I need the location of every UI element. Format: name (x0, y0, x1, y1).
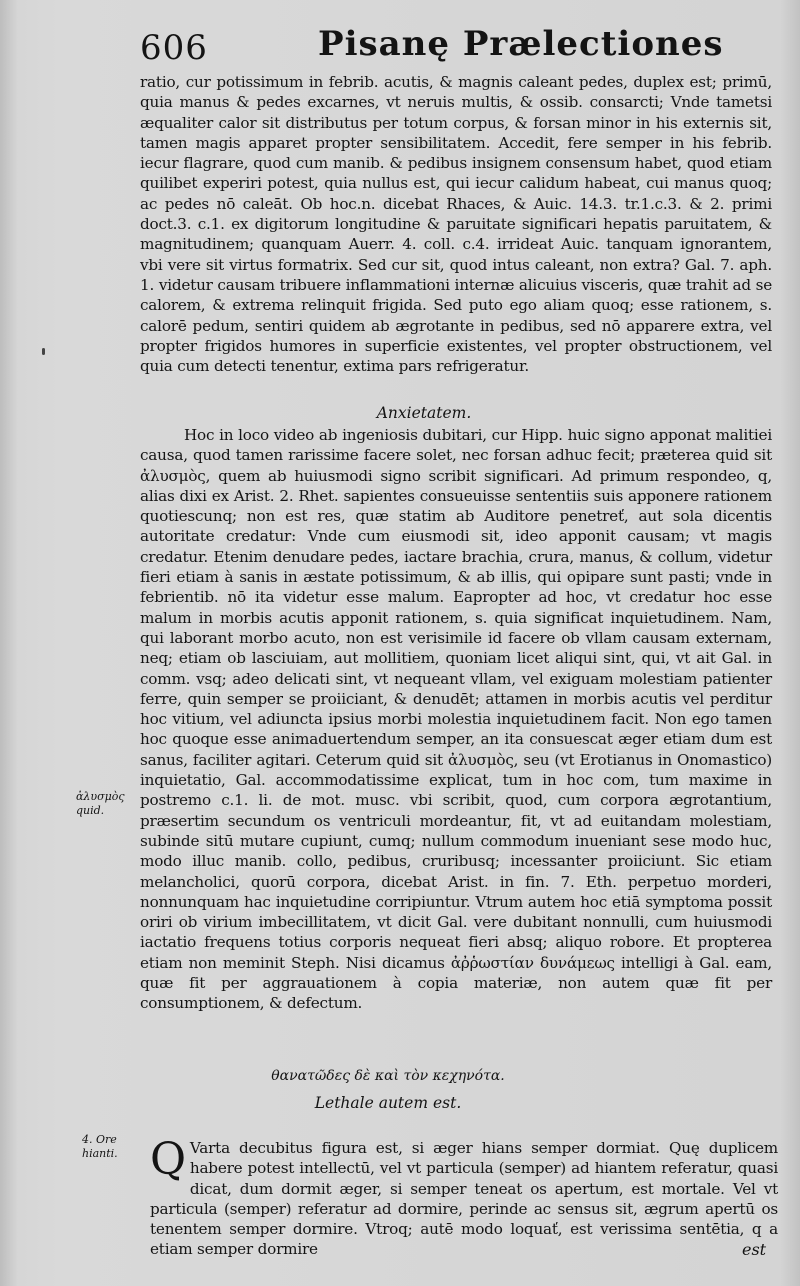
paragraph-3 (150, 1134, 778, 1260)
running-title: Pisanę Prælectiones (318, 24, 724, 64)
drop-initial: Q (150, 1134, 186, 1185)
paragraph-3-text: Varta decubitus figura est, si æger hians semper dormiat. Quę duplicem habere potest intellectū, vel vt particula (semper) ad hiantem referatur, quasi dicat, dum dormit æger, si semper teneat os apertum, est mortale. Vel vt particula (semper) referatur ad dormire, perinde ac sensus sit, ægrum apertū os tenentem semper dormire. Vtroq; autē modo loquať, est verissima sentētia, q a etiam semper dormire (150, 1139, 778, 1259)
heading-lethale: Lethale autem est. (314, 1094, 462, 1112)
heading-anxietatem: Anxietatem. (376, 404, 472, 422)
page-header (140, 22, 780, 72)
margin-note-ore-hianti: 4. Ore hianti. (82, 1133, 118, 1160)
catchword: est (742, 1240, 767, 1259)
heading-greek-lemma: θανατῶδες δὲ καὶ τὸν κεχηνότα. (271, 1068, 505, 1084)
paragraph-2 (140, 425, 772, 1014)
paragraph-1-text: ratio, cur potissimum in febrib. acutis, & magnis caleant pedes, duplex est; primū, quia manus & pedes excarnes, vt neruis multis, & ossib. consarcti; Vnde tametsi æqualiter calor sit distributus per totum corpus, & forsan minor in his externis sit, tamen magis apparet propter sensibilitatem. Accedit, fere semper in his febrib. iecur flagrare, quod cum manib. & pedibus insignem consensum habet, quod etiam quilibet experiri potest, quia nullus est, qui iecur calidum habeat, cui manus quoq; ac pedes nō caleāt. Ob hoc.n. dicebat Rhaces, & Auic. 14.3. tr.1.c.3. & 2. primi doct.3. c.1. ex digitorum longitudine & paruitate significari hepatis paruitatem, & magnitudinem; quanquam Auerr. 4. coll. c.4. irrideat Auic. tanquam ignorantem, vbi vere sit virtus formatrix. Sed cur sit, quod intus caleant, non extra? Gal. 7. aph. 1. videtur causam tribuere inflammationi internæ alicuius visceris, quæ trahit ad se calorem, & extrema relinquit frigida. Sed puto ego aliam quoq; esse rationem, s. calorē pedum, sentiri quidem ab ægrotante in pedibus, sed nō apparere extra, vel propter frigidos humores in superficie existentes, vel propter obstructionem, vel quia cum detecti tenentur, extima pars refrigeratur. (140, 73, 772, 376)
paragraph-1 (140, 72, 772, 376)
page-number: 606 (140, 28, 208, 68)
paragraph-2-text: Hoc in loco video ab ingeniosis dubitari, cur Hipp. huic signo apponat malitiei causa, quod tamen rarissime facere solet, nec forsan adhuc fecit; præterea quid sit ἀλυσμὸς, quem ab huiusmodi signo scribit significari. Ad primum respondeo, q, alias dixi ex Arist. 2. Rhet. sapientes consueuisse sententiis suis apponere rationem quotiescunq; non est res, quæ statim ab Auditore penetreť, aut sola dicentis autoritate credatur: Vnde cum eiusmodi sit, ideo apponit causam; vt magis credatur. Etenim denudare pedes, iactare brachia, crura, manus, & collum, videtur fieri etiam à sanis in æstate potissimum, & ab illis, qui opipare sunt pasti; vnde in febrientib. nō ita videtur esse malum. Eapropter ad hoc, vt credatur hoc esse malum in morbis acutis apponit rationem, s. quia significat inquietudinem. Nam, qui laborant morbo acuto, non est verisimile id facere ob vllam causam externam, neq; etiam ob lasciuiam, aut mollitiem, quoniam licet aliqui sint, qui, vt ait Gal. in comm. vsq; adeo delicati sint, vt nequeant vllam, vel exiguam molestiam patienter ferre, quin semper se proiiciant, & denudēt; attamen in morbis acutis vel perditur hoc vitium, vel adiuncta ipsius morbi molestia inquietudinem facit. Non ego tamen hoc quoque esse animaduertendum semper, an ita consuescat æger etiam dum est sanus, faciliter agitari. Ceterum quid sit ἀλυσμὸς, seu (vt Erotianus in Onomastico) inquietatio, Gal. accommodatissime explicat, tum in hoc com, tum maxime in postremo c.1. li. de mot. musc. vbi scribit, quod, cum corpora ægrotantium, præsertim secundum os ventriculi mordeantur, fit, vt ad euitandam molestiam, subinde sitū mutare cupiunt, cumq; nullum commodum inueniant sese modo huc, modo illuc manib. collo, pedibus, cruribusq; incessanter proiiciunt. Sic etiam melancholici, quorū corpora, dicebat Arist. in fin. 7. Eth. perpetuo morderi, nonnunquam hac inquietudine corripiuntur. Vtrum autem hoc etiā symptoma possit oriri ob virium imbecillitatem, vt dicit Gal. vere dubitant nonnulli, cum huiusmodi iactatio frequens totius corporis nequeat fieri absq; aliquo robore. Et propterea etiam non meminit Steph. Nisi dicamus ἀῤῥωστίαν δυνάμεως intelligi à Gal. eam, quæ fit per aggrauationem à copia materiæ, non autem quæ fit per consumptionem, & defectum. (140, 426, 772, 1013)
margin-note-alusmos: ἀλυσμὸς quid. (76, 790, 125, 817)
ink-speck-mark (42, 348, 45, 355)
